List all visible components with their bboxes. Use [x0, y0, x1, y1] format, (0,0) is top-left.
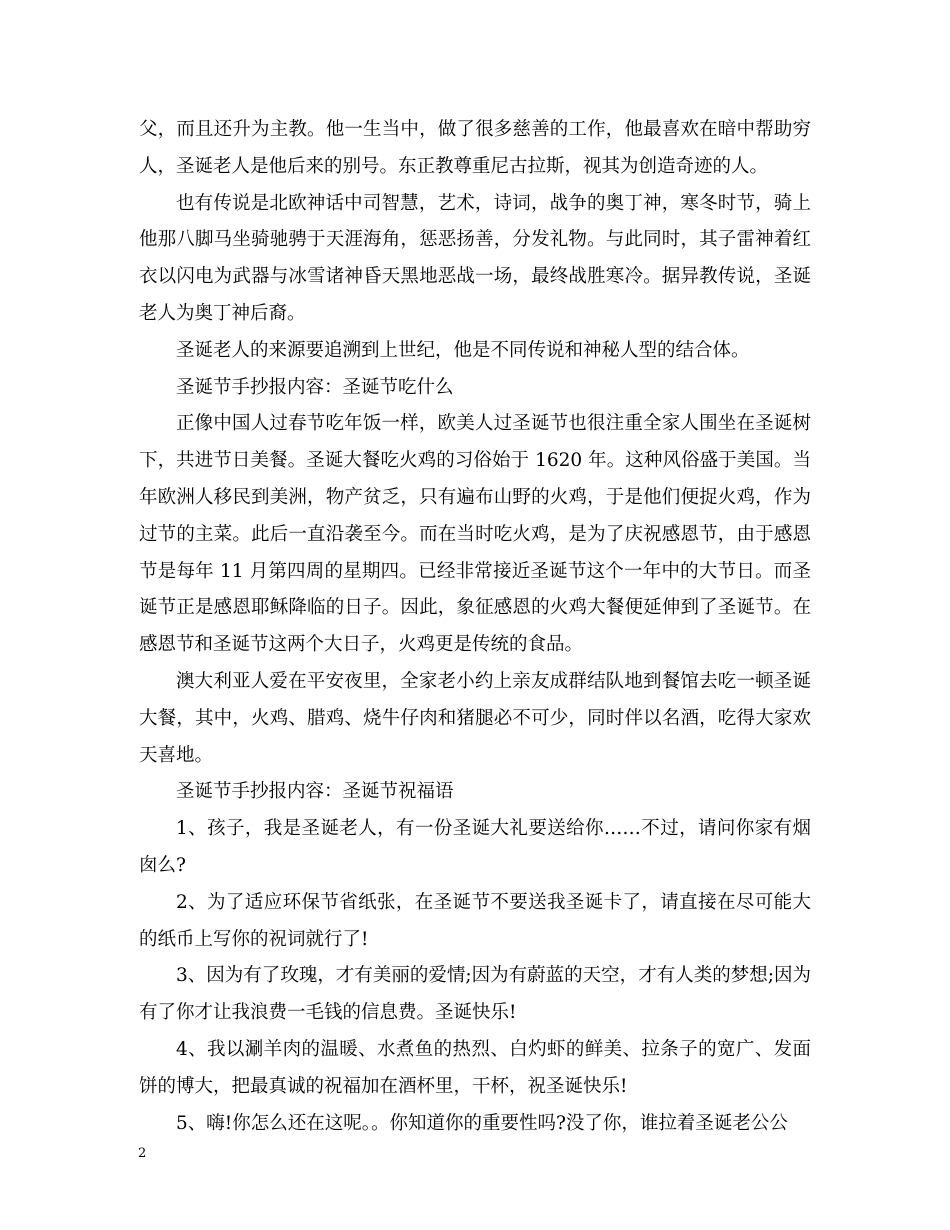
paragraph-turkey-custom: 正像中国人过春节吃年饭一样，欧美人过圣诞节也很注重全家人围坐在圣诞树下，共进节日美餐。圣诞大餐吃火鸡的习俗始于 1620 年。这种风俗盛于美国。当年欧洲人移民到美洲，物产贫乏，只有遍布山野的火鸡，于是他们便捉火鸡，作为过节的主菜。此后一直沿袭至今。而在当时吃火鸡，是为了庆祝感恩节，由于感恩节是每年 11 月第四周的星期四。已经非常接近圣诞节这个一年中的大节日。而圣诞节正是感恩耶稣降临的日子。因此，象征感恩的火鸡大餐便延伸到了圣诞节。在感恩节和圣诞节这两个大日子，火鸡更是传统的食品。 — [139, 413, 811, 656]
paragraph-australia: 澳大利亚人爱在平安夜里，全家老小约上亲友成群结队地到餐馆去吃一顿圣诞大餐，其中，火鸡、腊鸡、烧牛仔肉和猪腿必不可少，同时伴以名酒，吃得大家欢天喜地。 — [139, 670, 811, 766]
section-heading-wishes: 圣诞节手抄报内容：圣诞节祝福语 — [176, 781, 454, 803]
paragraph-continuation: 父，而且还升为主教。他一生当中，做了很多慈善的工作，他最喜欢在暗中帮助穷人，圣诞老人是他后来的别号。东正教尊重尼古拉斯，视其为创造奇迹的人。 — [139, 119, 811, 177]
page-number: 2 — [138, 1146, 147, 1161]
wish-item-4: 4、我以涮羊肉的温暖、水煮鱼的热烈、白灼虾的鲜美、拉条子的宽广、发面饼的博大，把最真诚的祝福加在酒杯里，干杯，祝圣诞快乐! — [139, 1038, 811, 1097]
wish-item-5: 5、嗨!你怎么还在这呢。。你知道你的重要性吗?没了你，谁拉着圣诞老公公 — [176, 1112, 788, 1134]
wish-item-3: 3、因为有了玫瑰，才有美丽的爱情;因为有蔚蓝的天空，才有人类的梦想;因为有了你才让我浪费一毛钱的信息费。圣诞快乐! — [139, 965, 811, 1024]
paragraph-santa-origin: 圣诞老人的来源要追溯到上世纪，他是不同传说和神秘人型的结合体。 — [176, 339, 750, 361]
document-body — [139, 112, 811, 1142]
section-heading-food: 圣诞节手抄报内容：圣诞节吃什么 — [176, 376, 454, 398]
wish-item-2: 2、为了适应环保节省纸张，在圣诞节不要送我圣诞卡了，请直接在尽可能大的纸币上写你的祝词就行了! — [139, 891, 811, 950]
wish-item-1: 1、孩子，我是圣诞老人，有一份圣诞大礼要送给你……不过，请问你家有烟囱么? — [139, 818, 811, 876]
paragraph-odin-legend: 也有传说是北欧神话中司智慧，艺术，诗词，战争的奥丁神，寒冬时节，骑上他那八脚马坐骑驰骋于天涯海角，惩恶扬善，分发礼物。与此同时，其子雷神着红衣以闪电为武器与冰雪诸神昏天黑地恶战一场，最终战胜寒冷。据异教传说，圣诞老人为奥丁神后裔。 — [139, 192, 811, 324]
